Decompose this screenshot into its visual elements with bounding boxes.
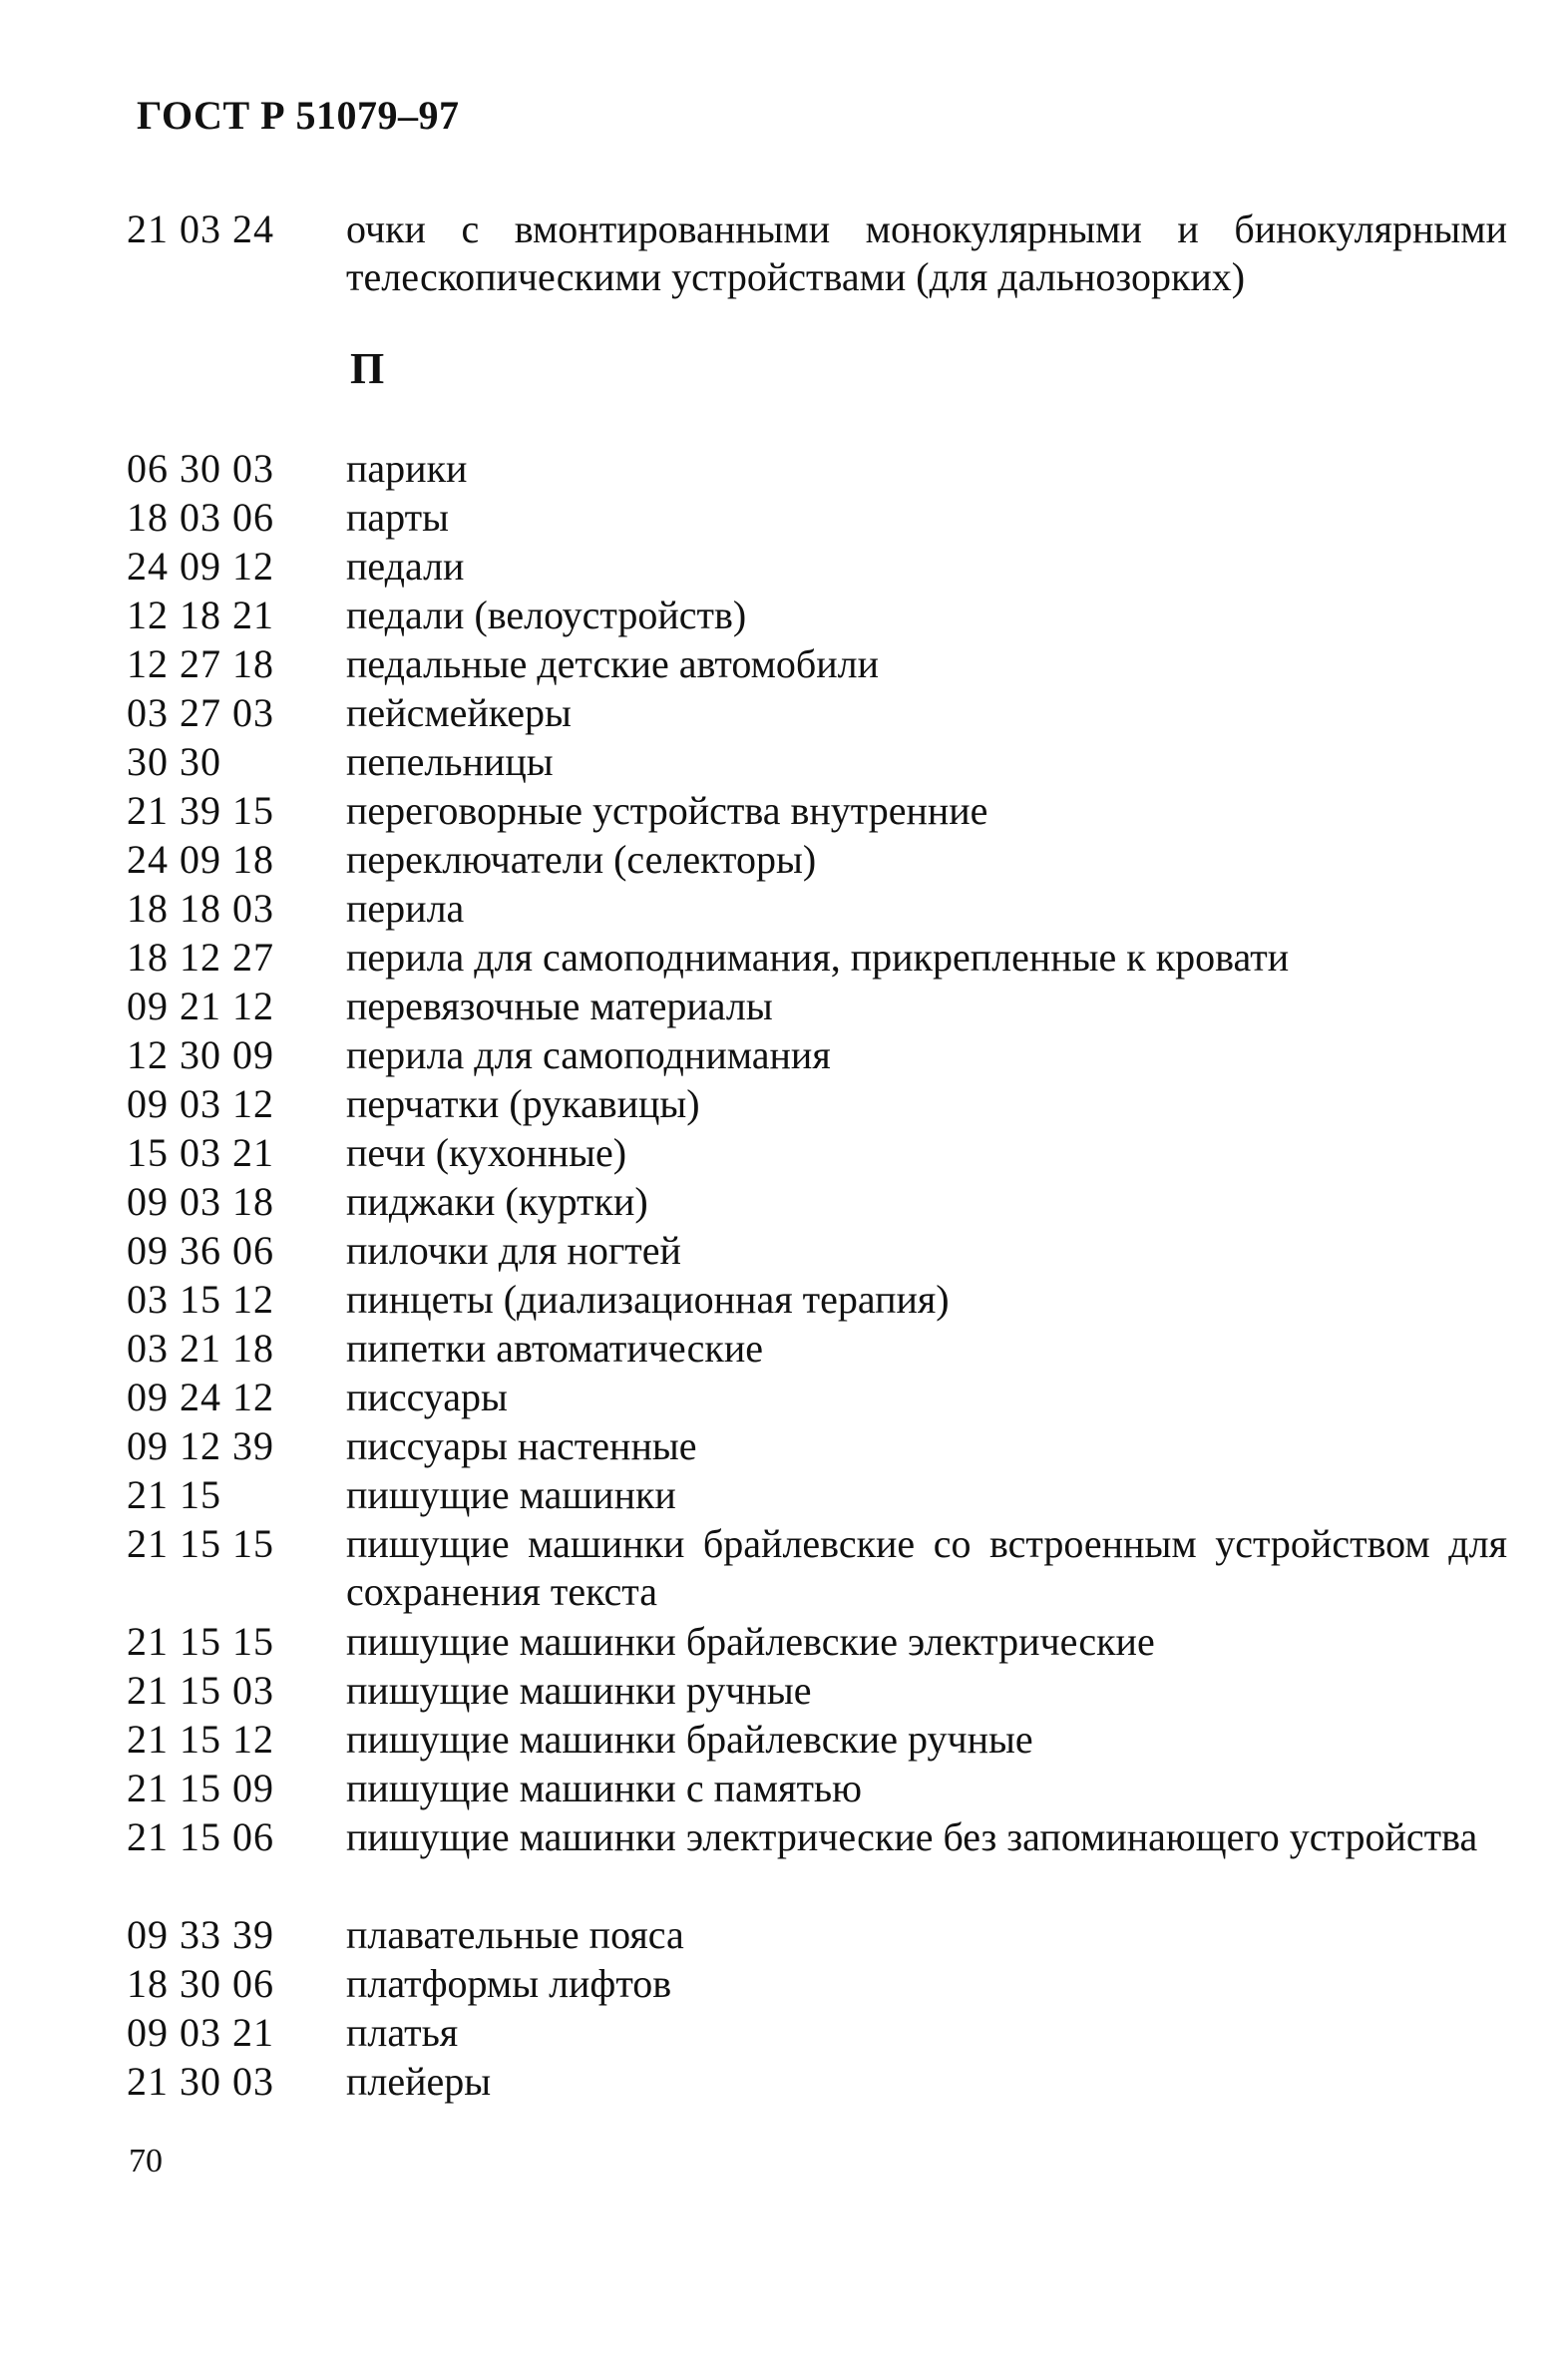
entry-term: писсуары настенные (346, 1423, 697, 1468)
entry-term: пишущие машинки (346, 1472, 676, 1517)
entry-term: пишущие машинки с памятью (346, 1766, 863, 1810)
entry-term: переключатели (селекторы) (346, 837, 817, 882)
entry-code: 21 15 15 (127, 1521, 274, 1566)
entry-code: 21 15 09 (127, 1766, 274, 1810)
entry-code: 15 03 21 (127, 1130, 274, 1175)
entry-code: 21 30 03 (127, 2059, 274, 2104)
entry-code: 12 18 21 (127, 593, 274, 637)
entry-term: писсуары (346, 1375, 508, 1419)
entry-code: 21 03 24 (127, 206, 274, 251)
entry-code: 30 30 (127, 739, 221, 784)
entry-code: 21 15 (127, 1472, 221, 1517)
entry-code: 21 15 12 (127, 1717, 274, 1762)
entry-term: переговорные устройства внутренние (346, 788, 988, 833)
entry-code: 21 39 15 (127, 788, 274, 833)
entry-term: пейсмейкеры (346, 690, 572, 735)
entry-term: пишущие машинки электрические без запоминающего устройства (346, 1814, 1478, 1859)
entry-term: педали (велоустройств) (346, 593, 747, 637)
entry-code: 21 15 03 (127, 1668, 274, 1713)
entry-code: 18 30 06 (127, 1961, 274, 2006)
entry-term: пишущие машинки брайлевские ручные (346, 1717, 1033, 1762)
entry-term: пиджаки (куртки) (346, 1179, 648, 1224)
section-letter: П (350, 344, 385, 393)
entry-code: 18 18 03 (127, 886, 274, 931)
entry-code: 09 33 39 (127, 1912, 274, 1957)
entry-code: 12 27 18 (127, 641, 274, 686)
entry-term: печи (кухонные) (346, 1130, 627, 1175)
entry-code: 21 15 06 (127, 1814, 274, 1859)
entry-term: плейеры (346, 2059, 492, 2104)
entry-term: пинцеты (диализационная терапия) (346, 1277, 950, 1322)
entry-code: 24 09 12 (127, 544, 274, 589)
entry-code: 18 03 06 (127, 495, 274, 540)
entry-code: 09 21 12 (127, 984, 274, 1028)
entry-term: пилочки для ногтей (346, 1228, 681, 1273)
document-header: ГОСТ Р 51079–97 (137, 93, 460, 138)
entry-code: 09 03 12 (127, 1081, 274, 1126)
entry-code: 03 15 12 (127, 1277, 274, 1322)
entry-term: пепельницы (346, 739, 554, 784)
entry-term: плавательные пояса (346, 1912, 684, 1957)
entry-term: перила для самоподнимания (346, 1032, 831, 1077)
entry-code: 24 09 18 (127, 837, 274, 882)
entry-term: педали (346, 544, 465, 589)
entry-term: педальные детские автомобили (346, 641, 880, 686)
entry-term: парты (346, 495, 449, 540)
entry-term: пипетки автоматические (346, 1326, 763, 1371)
entry-term: платья (346, 2010, 459, 2055)
page-number: 70 (129, 2143, 163, 2180)
entry-term: пишущие машинки брайлевские со встроенным устройством для сохранения текста (346, 1521, 1507, 1614)
entry-term: пишущие машинки брайлевские электрические (346, 1619, 1155, 1664)
entry-code: 09 36 06 (127, 1228, 274, 1273)
entry-code: 03 27 03 (127, 690, 274, 735)
entry-term: очки с вмонтированными монокулярными и бинокулярными телескопическими устройствами (для дальнозорких) (346, 206, 1507, 299)
entry-code: 18 12 27 (127, 935, 274, 980)
entry-term: пишущие машинки ручные (346, 1668, 812, 1713)
entry-term: перила (346, 886, 465, 931)
entry-term: перчатки (рукавицы) (346, 1081, 700, 1126)
entry-code: 12 30 09 (127, 1032, 274, 1077)
entry-code: 09 03 18 (127, 1179, 274, 1224)
entry-code: 03 21 18 (127, 1326, 274, 1371)
entry-term: платформы лифтов (346, 1961, 672, 2006)
entry-term: перевязочные материалы (346, 984, 773, 1028)
entry-code: 09 24 12 (127, 1375, 274, 1419)
entry-code: 06 30 03 (127, 446, 274, 491)
entry-term: перила для самоподнимания, прикрепленные к кровати (346, 935, 1290, 980)
entry-code: 09 03 21 (127, 2010, 274, 2055)
entry-code: 09 12 39 (127, 1423, 274, 1468)
entry-code: 21 15 15 (127, 1619, 274, 1664)
entry-term: парики (346, 446, 468, 491)
